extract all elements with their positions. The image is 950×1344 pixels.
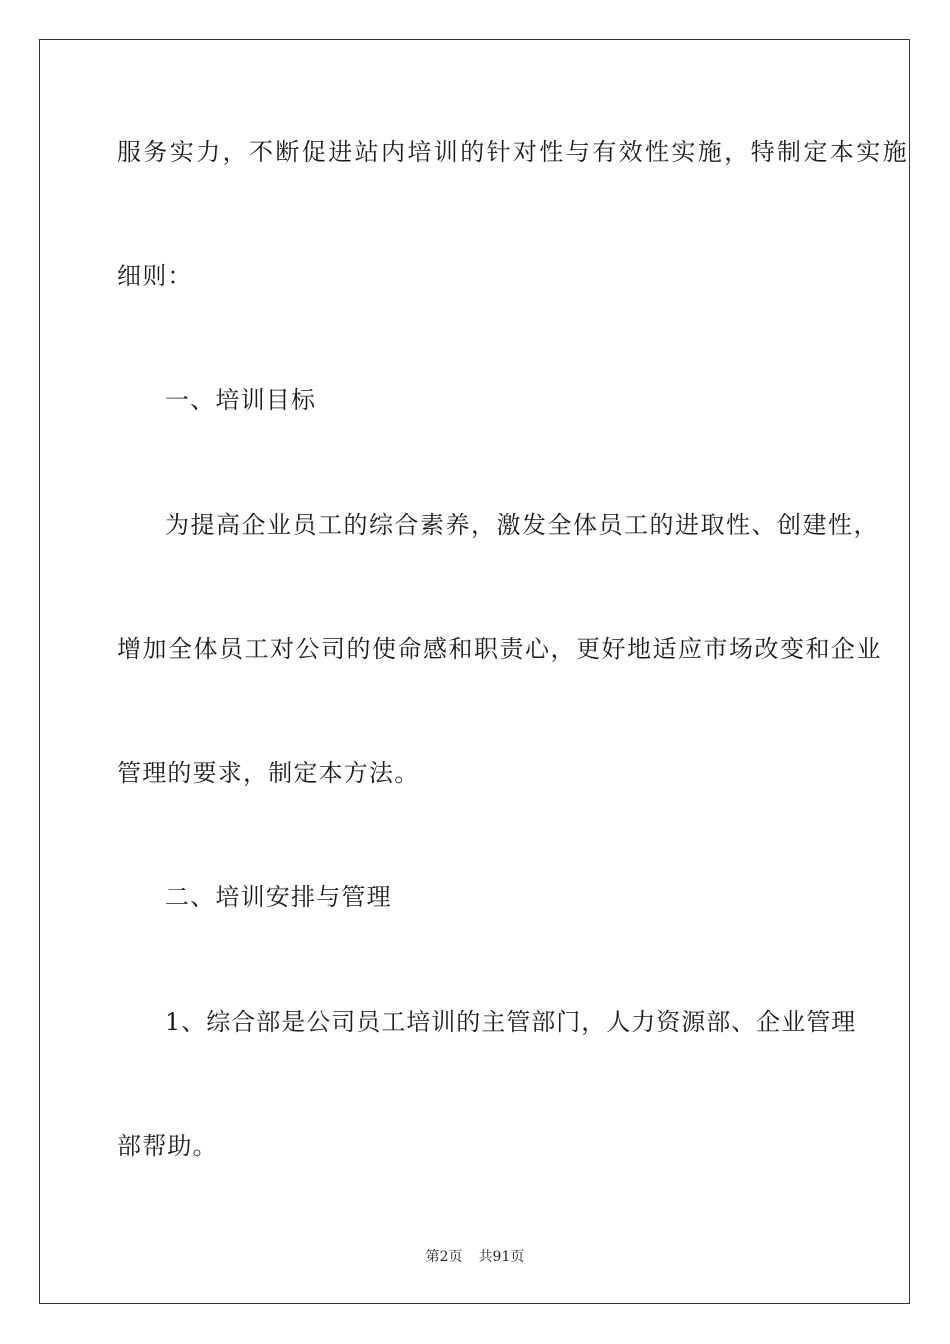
body-text-line: 管理的要求，制定本方法。: [117, 759, 420, 787]
page-number: 第2页: [425, 1249, 463, 1265]
section-heading-training-management: 二、培训安排与管理: [165, 883, 392, 911]
body-text-line: 细则：: [117, 262, 193, 290]
body-text-line: 服务实力，不断促进站内培训的针对性与有效性实施，特制定本实施: [117, 138, 909, 166]
body-text-line: 部帮助。: [117, 1132, 218, 1160]
page-border: [39, 39, 910, 1304]
page-footer: [0, 1248, 950, 1266]
total-pages: 共91页: [478, 1249, 525, 1265]
body-text-line: 1、综合部是公司员工培训的主管部门，人力资源部、企业管理: [165, 1008, 857, 1036]
body-text-line: 增加全体员工对公司的使命感和职责心，更好地适应市场改变和企业: [117, 635, 882, 663]
section-heading-training-goal: 一、培训目标: [165, 386, 317, 414]
body-text-line: 为提高企业员工的综合素养，激发全体员工的进取性、创建性，: [165, 511, 879, 539]
